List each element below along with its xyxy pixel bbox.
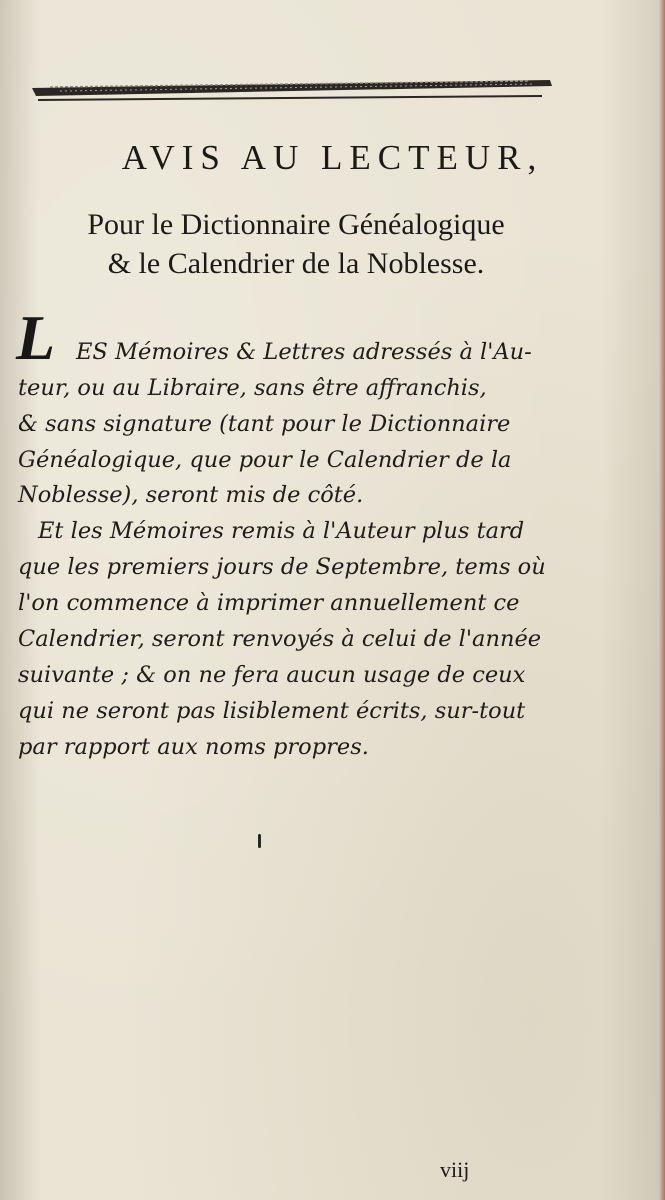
paragraph-2-line: Calendrier, seront renvoyés à celui de l'année [18, 626, 542, 652]
notice-title: AVIS AU LECTEUR, [121, 138, 544, 177]
paragraph-1-line: teur, ou au Libraire, sans être affranchis, [18, 375, 487, 401]
paragraph-1-line: Noblesse), seront mis de côté. [18, 482, 364, 508]
subtitle-line-1: Pour le Dictionnaire Généalogique [87, 208, 505, 241]
paragraph-1-line: Généalogique, que pour le Calendrier de la [18, 447, 512, 473]
paragraph-2-line: qui ne seront pas lisiblement écrits, sur-tout [18, 698, 526, 724]
page-edge [659, 0, 665, 1200]
page-folio: viij [440, 1157, 470, 1182]
paragraph-2-line: Et les Mémoires remis à l'Auteur plus tard [38, 518, 525, 544]
paragraph-1-line: & sans signature (tant pour le Dictionnaire [18, 411, 511, 437]
paragraph-1-line: ES Mémoires & Lettres adressés à l'Au- [76, 339, 532, 365]
subtitle-line-2: & le Calendrier de la Noblesse. [107, 247, 485, 280]
paragraph-2-line: que les premiers jours de Septembre, tems où [18, 554, 546, 580]
drop-cap: L [16, 302, 56, 373]
paragraph-2-line: suivante ; & on ne fera aucun usage de ceux [18, 662, 526, 688]
ink-speck [258, 834, 261, 848]
paragraph-2-line: l'on commence à imprimer annuellement ce [18, 590, 520, 616]
paragraph-2-line: par rapport aux noms propres. [18, 734, 369, 760]
ornamental-rule [30, 74, 555, 104]
